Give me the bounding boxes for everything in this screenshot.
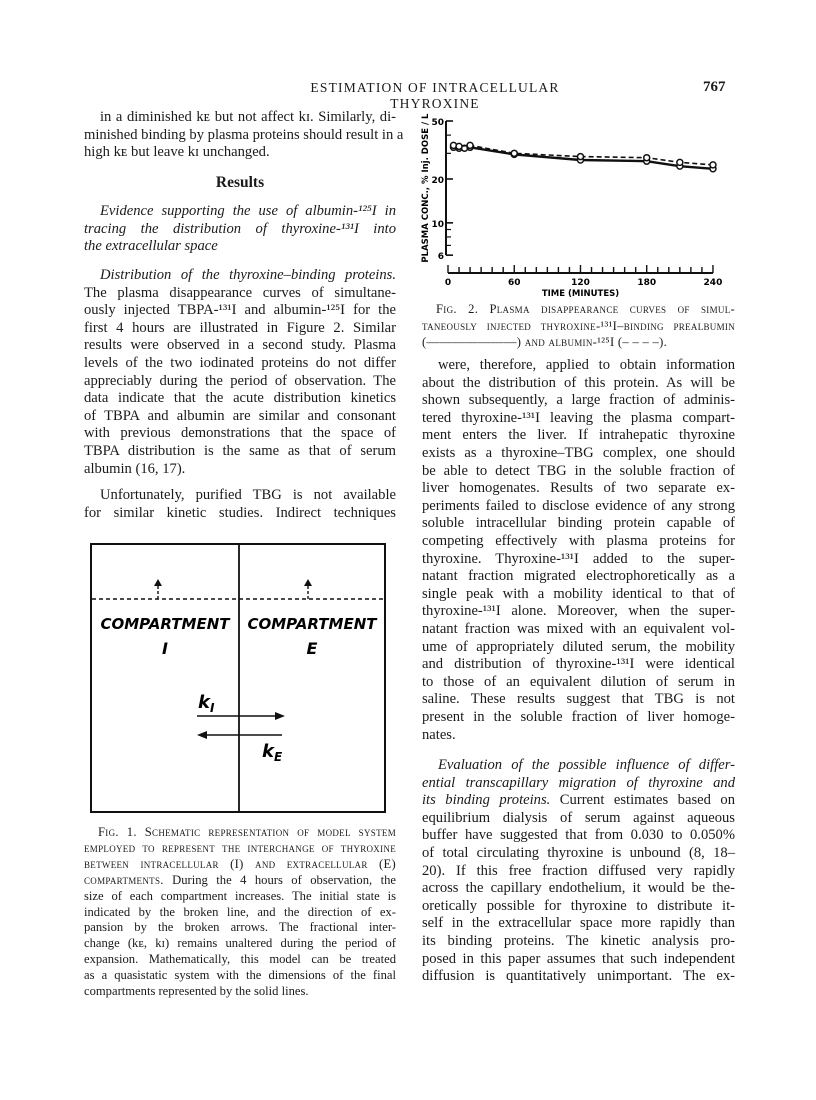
data-point	[511, 150, 517, 156]
y-tick-label: 6	[437, 252, 444, 263]
data-point	[710, 162, 716, 168]
rate-ke-label	[262, 741, 283, 764]
small-caps-run: Fig. 1. Schematic representation of model system	[98, 825, 396, 839]
small-caps-run: employed to represent the interchange of thyroxine	[84, 840, 396, 855]
text-run: Current estimates based on	[550, 792, 735, 809]
text-line: change (kᴇ, kɪ) remains unaltered during the period of	[84, 936, 396, 951]
data-point	[577, 154, 583, 160]
text-line: appreciably during the period of observation. The	[84, 372, 396, 389]
italic-run: Evaluation of the possible influence of differ-	[438, 757, 735, 773]
text-line	[422, 791, 735, 809]
text-line: with previous demonstrations that the space of	[84, 425, 396, 442]
y-axis-label: PLASMA CONC., % Inj. DOSE / L	[421, 113, 431, 263]
data-point	[511, 151, 517, 157]
text-line: expansion. Mathematically, this model can be treated	[84, 952, 396, 967]
text-line: natant fraction was mixed with an equivalent vol-	[422, 621, 735, 637]
text-line: be able to detect TBG in the soluble fraction of	[422, 462, 735, 479]
page-number: 767	[703, 79, 726, 95]
text-line: of total circulating thyroxine is unbound (8, 18–	[422, 845, 735, 861]
text-line	[84, 840, 396, 856]
figure-1-compartment-diagram	[90, 543, 386, 813]
text-line: posed in this paper assumes that such independent	[422, 950, 735, 967]
text-line: and distribution of thyroxine-¹³¹I were identical	[422, 656, 735, 673]
y-tick-label: 50	[431, 118, 444, 128]
text-line: oretically possible for thyroxine to distribute it-	[422, 897, 735, 914]
small-caps-run: compartments.	[84, 872, 164, 887]
text-line: pansion by the broken arrows. The fractional inter-	[84, 920, 396, 935]
data-point	[677, 163, 683, 169]
text-line: as a quasistatic system with the dimensions of the final	[84, 968, 396, 983]
x-tick-label: 240	[703, 278, 723, 288]
small-caps-run: taneously injected thyroxine-¹³¹I–binding prealbumin	[422, 318, 735, 333]
compartment-e-label: COMPARTMENT	[247, 615, 377, 633]
text-line: natant fraction migrated electrophoretically as a	[422, 568, 735, 585]
x-tick-label: 120	[571, 278, 590, 288]
expansion-arrow-icon	[154, 579, 162, 599]
text-line: in a diminished kᴇ but not affect kɪ. Similarly, di-	[100, 109, 396, 125]
data-point	[677, 159, 683, 165]
data-point	[644, 155, 650, 161]
text-line	[84, 872, 396, 888]
text-line: competing effectively with plasma proteins for	[422, 533, 735, 549]
text-line: to those of an equivalent dilution of serum in	[422, 673, 735, 690]
text-line: Results	[215, 174, 265, 191]
compartment-e-symbol: E	[306, 639, 318, 658]
text-line: high kᴇ but leave kɪ unchanged.	[84, 144, 270, 161]
compartment-i-symbol: I	[162, 639, 168, 658]
text-line: The plasma disappearance curves of simultane-	[84, 284, 396, 301]
text-line	[98, 824, 396, 840]
text-line: self in the extracellular space more rapidly than	[422, 915, 735, 932]
text-line: Evidence supporting the use of albumin-¹²⁵I in	[100, 203, 396, 219]
text-line: its binding proteins. The kinetic analysis pro-	[422, 933, 735, 949]
text-line: nates.	[422, 726, 456, 743]
running-header: ESTIMATION OF INTRACELLULAR THYROXINE	[310, 80, 560, 111]
text-line: thyroxine. Thyroxine-¹³¹I added to the super-	[422, 550, 735, 567]
text-line: diffusion is quantitatively unimportant. The ex-	[422, 968, 735, 985]
text-line: TBPA distribution is the same as that of serum	[84, 443, 396, 459]
text-line	[100, 266, 396, 284]
data-point	[710, 166, 716, 172]
text-line: ously injected TBPA-¹³¹I and albumin-¹²⁵I for the	[84, 302, 396, 319]
data-point	[456, 145, 462, 151]
x-axis-label: TIME (MINUTES)	[541, 289, 620, 299]
text-line: ment enters the liver. If intrahepatic thyroxine	[422, 427, 735, 444]
series-line-prealbumin	[454, 147, 713, 168]
y-tick-label: 20	[431, 175, 444, 186]
text-line: size of each compartment increases. The initial state is	[84, 888, 396, 903]
text-line: exists as a thyroxine–TBG complex, one should	[422, 445, 735, 461]
text-line	[436, 301, 735, 317]
text-line: tracing the distribution of thyroxine-¹³¹I into	[84, 220, 396, 237]
text-line: liver homogenates. Results of two separate ex-	[422, 480, 735, 497]
text-line: indicated by the broken line, and the direction of ex-	[84, 904, 396, 919]
text-line	[84, 856, 396, 872]
x-tick-label: 0	[444, 278, 452, 288]
series-line-albumin	[454, 145, 713, 164]
data-point	[456, 143, 462, 149]
text-line: single peak with a mobility identical to that of	[422, 585, 735, 602]
text-line: 20). If this free fraction diffused very rapidly	[422, 862, 735, 879]
text-line: data indicate that the acute distribution kinetics	[84, 390, 396, 407]
rate-ki-label	[198, 692, 215, 715]
text-line: were, therefore, applied to obtain information	[438, 357, 735, 373]
text-line: compartments represented by the solid lines.	[84, 984, 309, 998]
x-tick-label: 60	[507, 278, 521, 288]
text-line: saline. These results suggest that TBG is not	[422, 691, 735, 708]
text-line: for similar kinetic studies. Indirect techniques	[84, 504, 396, 521]
text-line: across the capillary endothelium, it would be the-	[422, 880, 735, 897]
rate-ke-k: k	[262, 741, 274, 762]
text-line: albumin (16, 17).	[84, 460, 186, 477]
text-line: first 4 hours are illustrated in Figure 2. Similar	[84, 319, 396, 336]
text-line: tered thyroxine-¹³¹I leaving the plasma compart-	[422, 409, 735, 426]
text-line: thyroxine-¹³¹I alone. Moreover, when the super-	[422, 603, 735, 620]
text-line: minished binding by plasma proteins should result in a	[84, 126, 404, 143]
compartment-diagram-svg	[92, 545, 384, 811]
text-line	[438, 756, 735, 774]
expansion-arrow-icon	[304, 579, 312, 599]
x-tick-label: 180	[637, 278, 657, 288]
text-line: equilibrium dialysis of serum against aqueous	[422, 809, 735, 826]
text-line: Unfortunately, purified TBG is not available	[100, 487, 396, 503]
text-line: of TBPA and albumin are similar and consonant	[84, 407, 396, 424]
text-line: about the distribution of this protein. As will be	[422, 374, 735, 391]
data-point	[577, 157, 583, 163]
text-line	[422, 774, 735, 792]
small-caps-run: Fig. 2. Plasma disappearance curves of simul-	[436, 302, 735, 316]
text-line: ume of appropriately diluted serum, the mobility	[422, 638, 735, 655]
data-point	[451, 144, 457, 150]
compartment-i-label: COMPARTMENT	[100, 615, 230, 633]
rate-ki-sub: I	[209, 701, 215, 715]
text-line: present in the soluble fraction of liver homoge-	[422, 709, 735, 725]
text-line: the extracellular space	[84, 238, 218, 255]
rate-ke-sub: E	[273, 750, 283, 764]
text-line: results were observed in a second study. Plasma	[84, 337, 396, 354]
rate-ki-k: k	[198, 692, 210, 713]
text-run: During the 4 hours of observation, the	[163, 872, 396, 887]
text-line	[422, 334, 735, 350]
italic-run: Distribution of the thyroxine–binding proteins.	[100, 267, 396, 283]
text-line: periments failed to disclose evidence of any strong	[422, 497, 735, 514]
data-point	[462, 145, 468, 151]
data-point	[467, 144, 473, 150]
text-line: levels of the two iodinated proteins do not differ	[84, 355, 396, 371]
y-tick-label: 10	[431, 219, 444, 230]
italic-run: ential transcapillary migration of thyroxine and	[422, 774, 735, 791]
italic-run: its binding proteins.	[422, 792, 551, 809]
text-line: soluble intracellular binding protein capable of	[422, 515, 735, 532]
small-caps-run: (———————) and albumin-¹²⁵I (– – – –).	[422, 335, 668, 349]
small-caps-run: between intracellular (I) and extracellular (E)	[84, 856, 396, 871]
text-line: shown subsequently, a large fraction of adminis-	[422, 392, 735, 409]
text-line	[422, 318, 735, 334]
data-point	[451, 142, 457, 148]
data-point	[644, 158, 650, 164]
text-line: buffer have suggested that from 0.030 to 0.050%	[422, 827, 735, 844]
data-point	[467, 142, 473, 148]
